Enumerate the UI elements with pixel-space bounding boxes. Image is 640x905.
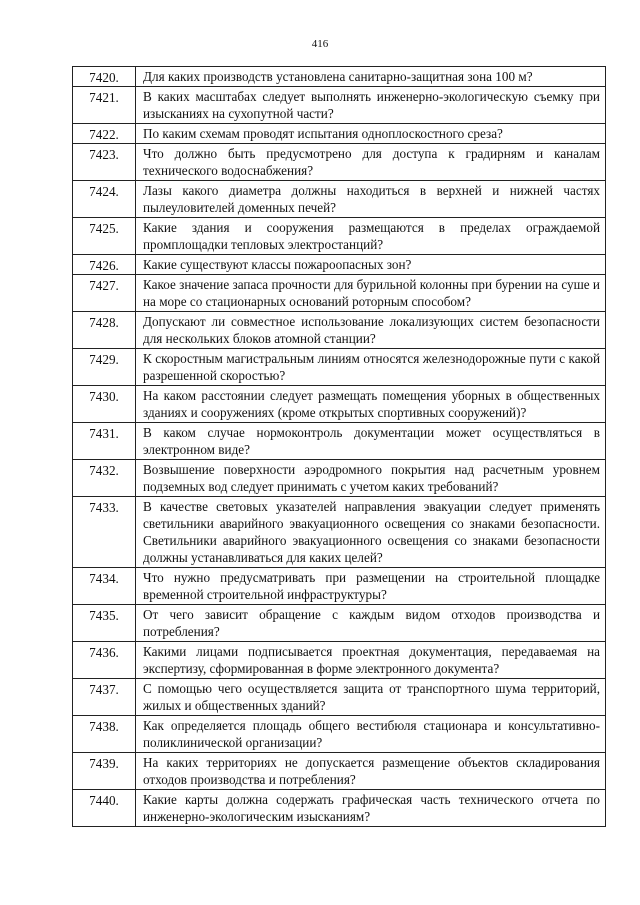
question-number: 7432. [73, 460, 136, 497]
table-row [73, 753, 606, 790]
table-row [73, 275, 606, 312]
question-text: Какие карты должна содержать графическая часть технического отчета по инженерно-экологическим изысканиям? [136, 790, 606, 827]
question-number: 7423. [73, 144, 136, 181]
question-number: 7421. [73, 87, 136, 124]
question-text: По каким схемам проводят испытания одноплоскостного среза? [136, 124, 606, 144]
table-row [73, 460, 606, 497]
question-text: На каком расстоянии следует размещать помещения уборных в общественных зданиях и сооружениях (кроме открытых спортивных сооружений)? [136, 386, 606, 423]
question-number: 7425. [73, 218, 136, 255]
table-row [73, 497, 606, 568]
table-row [73, 642, 606, 679]
table-row [73, 423, 606, 460]
table-row [73, 568, 606, 605]
table-row [73, 679, 606, 716]
question-text: В каких масштабах следует выполнять инженерно-экологическую съемку при изысканиях на сухопутной части? [136, 87, 606, 124]
question-text: Какими лицами подписывается проектная документация, передаваемая на экспертизу, сформированная в форме электронного документа? [136, 642, 606, 679]
table-row [73, 312, 606, 349]
question-number: 7440. [73, 790, 136, 827]
question-number: 7435. [73, 605, 136, 642]
question-number: 7424. [73, 181, 136, 218]
question-text: Что должно быть предусмотрено для доступа к градирням и каналам технического водоснабжения? [136, 144, 606, 181]
question-text: Какие существуют классы пожароопасных зон? [136, 255, 606, 275]
questions-table-body [73, 67, 606, 827]
question-number: 7429. [73, 349, 136, 386]
question-number: 7434. [73, 568, 136, 605]
question-text: От чего зависит обращение с каждым видом отходов производства и потребления? [136, 605, 606, 642]
table-row [73, 124, 606, 144]
table-row [73, 255, 606, 275]
question-text: Какое значение запаса прочности для бурильной колонны при бурении на суше и на море со стационарных оснований роторным способом? [136, 275, 606, 312]
question-number: 7426. [73, 255, 136, 275]
question-text: В качестве световых указателей направления эвакуации следует применять светильники аварийного эвакуационного освещения со знаками безопасности. Светильники аварийного эвакуационного освещения со знаками безопасности должны устанавливаться для каких целей? [136, 497, 606, 568]
question-text: Для каких производств установлена санитарно-защитная зона 100 м? [136, 67, 606, 87]
questions-table [72, 66, 606, 827]
question-number: 7420. [73, 67, 136, 87]
question-text: Лазы какого диаметра должны находиться в верхней и нижней частях пылеуловителей доменных печей? [136, 181, 606, 218]
question-text: Какие здания и сооружения размещаются в пределах ограждаемой промплощадки тепловых электростанций? [136, 218, 606, 255]
table-row [73, 349, 606, 386]
table-row [73, 87, 606, 124]
question-text: На каких территориях не допускается размещение объектов складирования отходов производства и потребления? [136, 753, 606, 790]
question-number: 7430. [73, 386, 136, 423]
table-row [73, 716, 606, 753]
page-number: 416 [311, 38, 329, 50]
question-text: В каком случае нормоконтроль документации может осуществляться в электронном виде? [136, 423, 606, 460]
table-row [73, 605, 606, 642]
question-number: 7439. [73, 753, 136, 790]
table-row [73, 144, 606, 181]
question-number: 7422. [73, 124, 136, 144]
question-number: 7427. [73, 275, 136, 312]
table-row [73, 181, 606, 218]
question-text: Допускают ли совместное использование локализующих систем безопасности для нескольких блоков атомной станции? [136, 312, 606, 349]
table-row [73, 67, 606, 87]
question-number: 7436. [73, 642, 136, 679]
table-row [73, 218, 606, 255]
question-number: 7437. [73, 679, 136, 716]
question-text: Что нужно предусматривать при размещении на строительной площадке временной строительной инфраструктуры? [136, 568, 606, 605]
question-text: К скоростным магистральным линиям относятся железнодорожные пути с какой разрешенной скоростью? [136, 349, 606, 386]
question-number: 7438. [73, 716, 136, 753]
question-number: 7433. [73, 497, 136, 568]
table-row [73, 386, 606, 423]
table-row [73, 790, 606, 827]
question-number: 7428. [73, 312, 136, 349]
question-number: 7431. [73, 423, 136, 460]
question-text: Возвышение поверхности аэродромного покрытия над расчетным уровнем подземных вод следует принимать с учетом каких требований? [136, 460, 606, 497]
question-text: С помощью чего осуществляется защита от транспортного шума территорий, жилых и общественных зданий? [136, 679, 606, 716]
question-text: Как определяется площадь общего вестибюля стационара и консультативно-поликлинической организации? [136, 716, 606, 753]
